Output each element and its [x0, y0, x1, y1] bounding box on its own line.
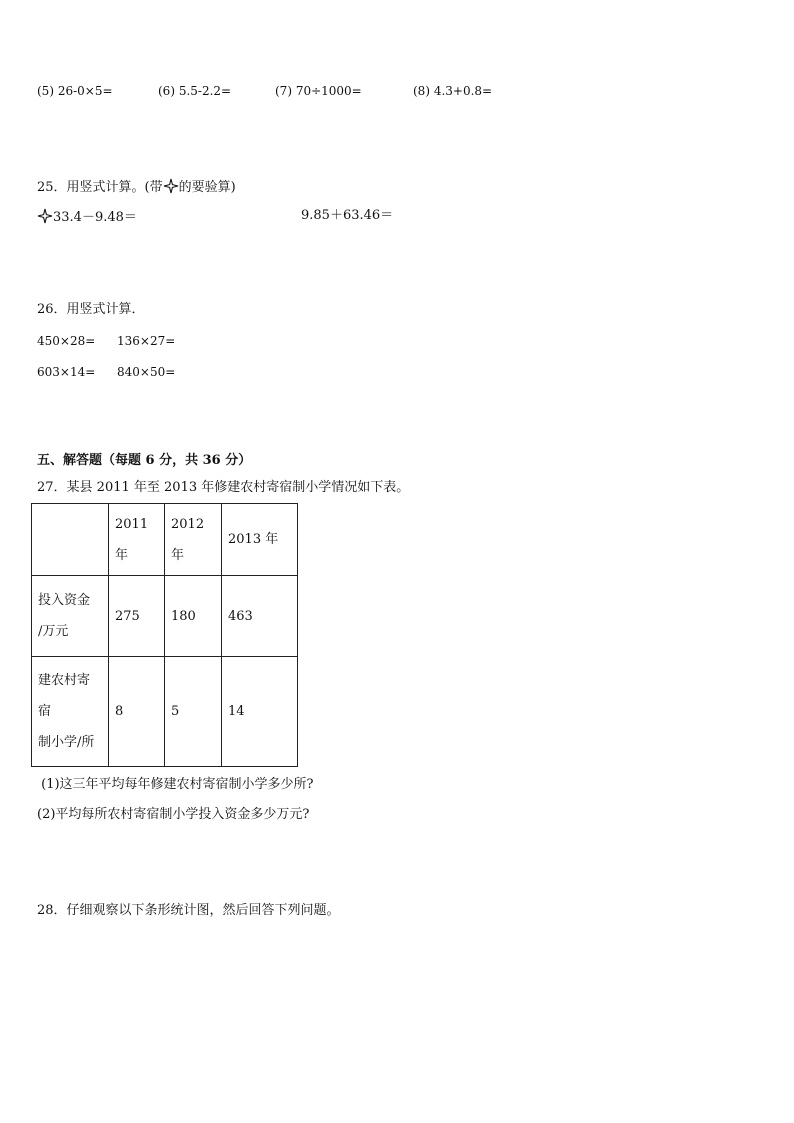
q25-expr-2: 9.85＋63.46＝	[301, 208, 394, 223]
q24-item-7: (7) 70÷1000=	[275, 84, 362, 98]
table-cell: 275	[109, 576, 165, 657]
table-cell: 14	[222, 657, 298, 767]
q27-sub-question-1: (1)这三年平均每年修建农村寄宿制小学多少所?	[37, 777, 314, 792]
table-row	[32, 576, 298, 657]
q28-title: 28．仔细观察以下条形统计图，然后回答下列问题。	[37, 903, 340, 918]
table-row	[32, 657, 298, 767]
q24-item-8: (8) 4.3+0.8=	[413, 84, 493, 98]
table-cell: 463	[222, 576, 298, 657]
q25-expr-1-text: 33.4－9.48＝	[53, 210, 137, 225]
q25-expr-1	[37, 208, 137, 224]
table-header-2013: 2013 年	[222, 504, 298, 576]
q26-title: 26．用竖式计算．	[37, 302, 145, 317]
table-header-2012: 2012 年	[165, 504, 222, 576]
table-cell: 5	[165, 657, 222, 767]
table-cell: 180	[165, 576, 222, 657]
q26-expr-4: 840×50=	[117, 365, 176, 379]
table-row-label-investment: 投入资金 /万元	[32, 576, 109, 657]
table-header-row	[32, 504, 298, 576]
q25-title-pre: 25．用竖式计算。(带	[37, 180, 163, 195]
q24-item-5: (5) 26-0×5=	[37, 84, 113, 98]
table-header-blank	[32, 504, 109, 576]
q24-item-6: (6) 5.5-2.2=	[158, 84, 232, 98]
q26-expr-2: 136×27=	[117, 334, 176, 348]
q27-title: 27．某县 2011 年至 2013 年修建农村寄宿制小学情况如下表。	[37, 480, 410, 495]
q27-data-table	[31, 503, 298, 767]
q25-title	[37, 178, 236, 194]
table-row-label-schools: 建农村寄 宿 制小学/所	[32, 657, 109, 767]
table-header-2011: 2011 年	[109, 504, 165, 576]
four-point-star-icon	[37, 208, 53, 224]
q26-expr-1: 450×28=	[37, 334, 96, 348]
q26-expr-3: 603×14=	[37, 365, 96, 379]
table-cell: 8	[109, 657, 165, 767]
q25-title-post: 的要验算)	[178, 180, 236, 195]
section-5-title: 五、解答题（每题 6 分，共 36 分）	[37, 453, 252, 468]
q27-sub-question-2: (2)平均每所农村寄宿制小学投入资金多少万元?	[37, 807, 310, 822]
four-point-star-icon	[163, 178, 179, 194]
